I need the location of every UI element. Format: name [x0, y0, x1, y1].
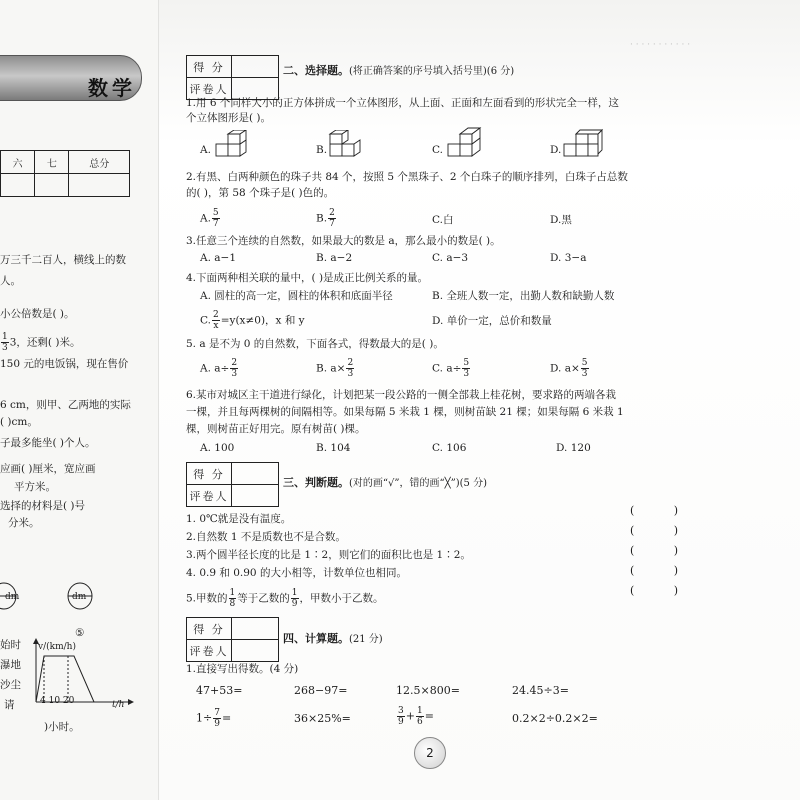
q2-6-text-c: 棵，则树苗正好用完。原有树苗( )棵。	[186, 423, 366, 435]
q2-2-opt-b: B. $\frac{2}{7}$	[316, 208, 335, 229]
cube-figure-d	[562, 128, 606, 162]
calc-4: 24.45÷3=	[512, 684, 569, 697]
answer-paren-3[interactable]: ( )	[630, 544, 697, 557]
answer-paren-4[interactable]: ( )	[630, 564, 697, 577]
dim-label-1: dm	[5, 592, 20, 602]
graph-ticks: 4 10 20	[40, 696, 75, 706]
q2-5-text: 5. a 是不为 0 的自然数，下面各式，得数最大的是( )。	[186, 338, 444, 350]
q2-1-text: 1.用 6 个同样大小的正方体拼成一个立体图形，从上面、正面和左面看到的形状完全一样，这	[186, 97, 619, 109]
graph-ylabel: v/(km/h)	[38, 642, 76, 652]
section-2-title: 二、选择题。(将正确答案的序号填入括号里)(6 分)	[283, 64, 515, 77]
calc-3: 12.5×800=	[396, 684, 460, 697]
q2-1-opt-c: C.	[432, 144, 443, 156]
left-line-2: 人。	[0, 275, 21, 287]
subject-title: 数学	[88, 76, 136, 100]
judge-item-2: 2.自然数 1 不是质数也不是合数。	[186, 531, 346, 543]
q2-6-opt-d: D. 120	[556, 442, 591, 454]
q2-4-opt-a: A. 圆柱的高一定，圆柱的体积和底面半径	[200, 290, 393, 302]
q2-6-opt-c: C. 106	[432, 442, 467, 454]
left-line-12: 分米。	[8, 517, 40, 529]
left-line-11: 选择的材料是( )号	[0, 500, 86, 512]
fraction-1-3: $\frac{1}{3}$	[2, 332, 8, 353]
q2-2-opt-a: A. $\frac{5}{7}$	[200, 208, 219, 229]
q2-2-opt-c: C.白	[432, 214, 454, 226]
left-line-10: 平方米。	[14, 481, 56, 493]
q2-4-opt-d: D. 单价一定，总价和数量	[432, 315, 552, 327]
left-line-9: 应画( )厘米，宽应画	[0, 463, 96, 475]
q2-1-opt-b: B.	[316, 144, 328, 156]
left-line-8: 子最多能坐( )个人。	[0, 437, 96, 449]
calc-6: 36×25%=	[294, 712, 351, 725]
q2-4-opt-c: C. $\frac{2}{x}$ =y(x≠0)，x 和 y	[200, 310, 305, 331]
left-line-1: 万三千二百人，横线上的数	[0, 254, 126, 266]
left-line-6: 6 cm，则甲、乙两地的实际	[0, 399, 131, 411]
dim-label-2: dm	[72, 592, 87, 602]
judge-item-3: 3.两个圆半径长度的比是 1∶2，则它们的面积比也是 1∶2。	[186, 549, 471, 561]
cube-figure-b	[328, 130, 368, 162]
judge-item-5: 5.甲数的 $\frac{1}{8}$ 等于乙数的 $\frac{1}{9}$ ，甲数小于乙数。	[186, 588, 384, 609]
answer-paren-2[interactable]: ( )	[630, 524, 697, 537]
q2-5-opt-b: B. a× $\frac{2}{3}$	[316, 358, 354, 379]
q2-4-text: 4.下面两种相关联的量中，( )是成正比例关系的量。	[186, 272, 429, 284]
left-last-line: )小时。	[44, 721, 80, 733]
calc-2: 268−97=	[294, 684, 348, 697]
side-word-4: 请	[4, 699, 15, 711]
q2-3-opt-a: A. a−1	[200, 252, 236, 264]
cube-figure-a	[214, 130, 254, 162]
calc-8: 0.2×2÷0.2×2=	[512, 712, 598, 725]
calc-7: $\frac{3}{9}$ + $\frac{1}{6}$ =	[398, 706, 434, 727]
q2-3-opt-d: D. 3−a	[550, 252, 587, 264]
calc-1: 47+53=	[196, 684, 243, 697]
q2-6-text: 6.某市对城区主干道进行绿化，计划把某一段公路的一侧全部栽上桂花树，要求路的两端各栽	[186, 389, 617, 401]
judge-item-1: 1. 0℃就是没有温度。	[186, 513, 292, 525]
q2-6-opt-b: B. 104	[316, 442, 351, 454]
side-word-1: 始时	[0, 639, 21, 651]
side-word-2: 瀑地	[0, 659, 21, 671]
answer-paren-5[interactable]: ( )	[630, 584, 697, 597]
q2-6-opt-a: A. 100	[200, 442, 235, 454]
q2-6-text-b: 一棵，并且每两棵树的间隔相等。如果每隔 5 米栽 1 棵，则树苗缺 21 棵；如果每隔 6 米栽 1	[186, 406, 624, 418]
left-line-3: 小公倍数是( )。	[0, 308, 75, 320]
section-3-title: 三、判断题。(对的画“√”，错的画“╳”)(5 分)	[283, 476, 487, 489]
section-4-title: 四、计算题。(21 分)	[283, 632, 383, 645]
q2-1-opt-d: D.	[550, 144, 562, 156]
q2-5-opt-a: A. a÷ $\frac{2}{3}$	[200, 358, 238, 379]
q2-3-text: 3.任意三个连续的自然数，如果最大的数是 a，那么最小的数是( )。	[186, 235, 501, 247]
q2-3-opt-c: C. a−3	[432, 252, 469, 264]
score-col-6: 六	[1, 151, 35, 174]
q2-1-text-b: 个立体图形是( )。	[186, 112, 272, 124]
q2-2-text: 2.有黑、白两种颜色的珠子共 84 个，按照 5 个黑珠子、2 个白珠子的顺序排列，白珠子占总数	[186, 171, 628, 183]
left-line-4: $\frac{1}{3}$ 3，还剩( )米。	[2, 332, 81, 353]
score-col-total: 总分	[69, 151, 130, 174]
graph-xlabel: t/h	[112, 700, 125, 710]
grade-box-2: 得 分 评卷人	[186, 55, 279, 100]
q2-5-opt-d: D. a× $\frac{5}{3}$	[550, 358, 588, 379]
q2-5-opt-c: C. a÷ $\frac{5}{3}$	[432, 358, 470, 379]
left-line-7: ( )cm。	[0, 416, 38, 428]
side-word-3: 沙尘	[0, 679, 21, 691]
q2-2-text-b: 的( )，第 58 个珠子是( )色的。	[186, 187, 335, 199]
cube-figure-c	[446, 126, 488, 162]
score-col-7: 七	[35, 151, 69, 174]
answer-paren-1[interactable]: ( )	[630, 504, 697, 517]
judge-item-4: 4. 0.9 和 0.90 的大小相等，计数单位也相同。	[186, 567, 407, 579]
grade-box-4: 得 分 评卷人	[186, 617, 279, 662]
q2-4-opt-b: B. 全班人数一定，出勤人数和缺勤人数	[432, 290, 615, 302]
q2-1-opt-a: A.	[200, 144, 211, 156]
page-number: 2	[414, 737, 446, 769]
q2-3-opt-b: B. a−2	[316, 252, 353, 264]
graph-number: ⑤	[75, 627, 85, 639]
grade-box-3: 得 分 评卷人	[186, 462, 279, 507]
left-line-5: 150 元的电饭锅，现在售价	[0, 358, 129, 370]
bleed-through: · · · · · · · · · · ·	[630, 40, 691, 50]
calc-5: 1÷ $\frac{7}{9}$ =	[196, 708, 232, 729]
score-table	[0, 150, 130, 197]
calc-subtitle: 1.直接写出得数。(4 分)	[186, 663, 299, 675]
q2-2-opt-d: D.黑	[550, 214, 572, 226]
